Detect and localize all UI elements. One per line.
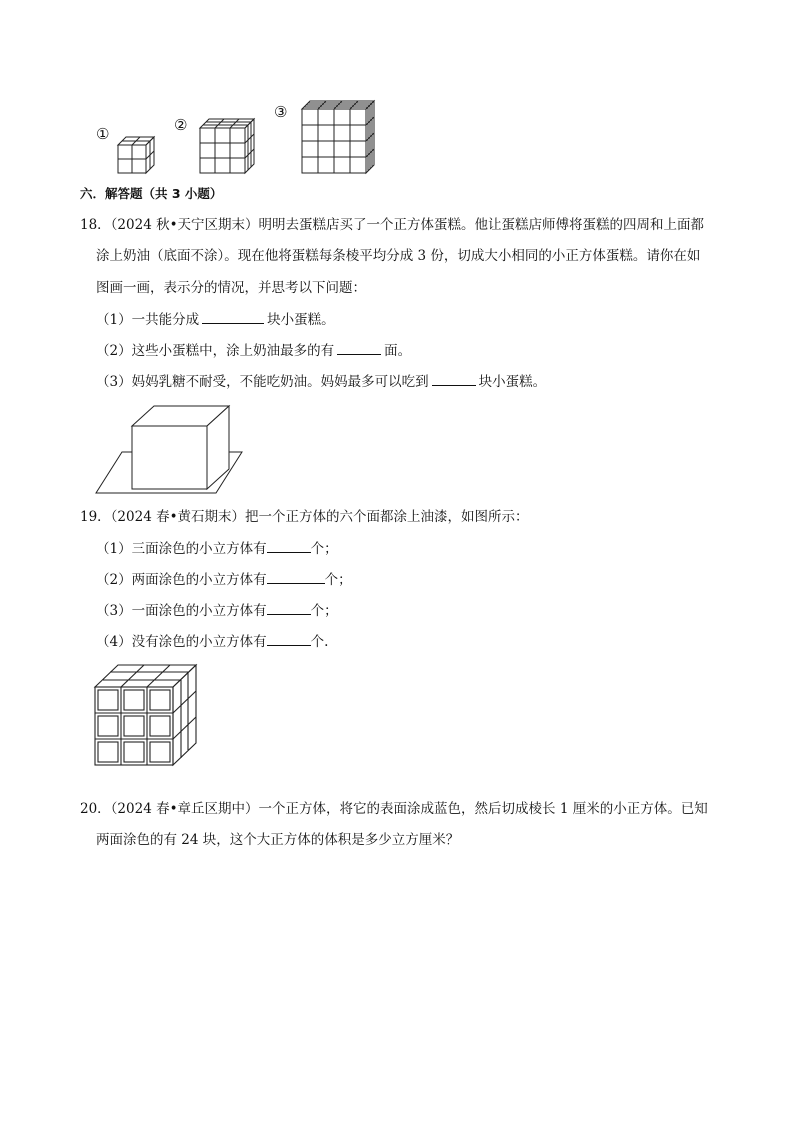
answer-blank[interactable] xyxy=(202,309,264,324)
q18-line3: 图画一画，表示分的情况，并思考以下问题： xyxy=(96,280,366,296)
section-title: 六．解答题（共 3 小题） xyxy=(80,186,223,201)
q19-sub2: （2）两面涂色的小立方体有 个； xyxy=(96,569,352,590)
q18-sub1: （1）一共能分成 块小蛋糕。 xyxy=(96,309,335,330)
q19-sub3: （3）一面涂色的小立方体有 个； xyxy=(96,600,338,621)
q18-line1: 18．（2024 秋•天宁区期末）明明去蛋糕店买了一个正方体蛋糕。他让蛋糕店师傅将蛋糕的四周和上面都 xyxy=(80,217,705,233)
q19-sub4: （4）没有涂色的小立方体有 个. xyxy=(96,631,328,652)
q20-line1: 20．（2024 春•章丘区期中）一个正方体，将它的表面涂成蓝色，然后切成棱长 1 厘米的小正方体。已知 xyxy=(80,801,708,817)
answer-blank[interactable] xyxy=(267,569,325,584)
cube-3x3 xyxy=(200,119,254,173)
answer-blank[interactable] xyxy=(337,340,381,355)
cake-cube-figure xyxy=(92,400,252,500)
cube-4x4 xyxy=(302,101,374,173)
cube-2x2 xyxy=(118,137,154,173)
answer-blank[interactable] xyxy=(267,538,311,553)
q19-sub1: （1）三面涂色的小立方体有 个； xyxy=(96,538,338,559)
q20-line2: 两面涂色的有 24 块，这个大正方体的体积是多少立方厘米？ xyxy=(96,832,460,848)
q18-sub3: （3）妈妈乳糖不耐受，不能吃奶油。妈妈最多可以吃到 块小蛋糕。 xyxy=(96,371,546,392)
answer-blank[interactable] xyxy=(432,371,476,386)
figure-label-3: ③ xyxy=(274,103,288,121)
answer-blank[interactable] xyxy=(267,600,311,615)
figure-label-1: ① xyxy=(96,125,110,143)
q18-line2: 涂上奶油（底面不涂）。现在他将蛋糕每条棱平均分成 3 份，切成大小相同的小正方体蛋糕。请你在如 xyxy=(96,248,701,264)
cube-sequence-figure xyxy=(90,95,390,177)
figure-label-2: ② xyxy=(174,116,188,134)
painted-cube-figure xyxy=(92,660,204,772)
answer-blank[interactable] xyxy=(267,631,311,646)
q18-sub2: （2）这些小蛋糕中，涂上奶油最多的有 面。 xyxy=(96,340,411,361)
q19-line1: 19．（2024 春•黄石期末）把一个正方体的六个面都涂上油漆，如图所示： xyxy=(80,509,529,525)
